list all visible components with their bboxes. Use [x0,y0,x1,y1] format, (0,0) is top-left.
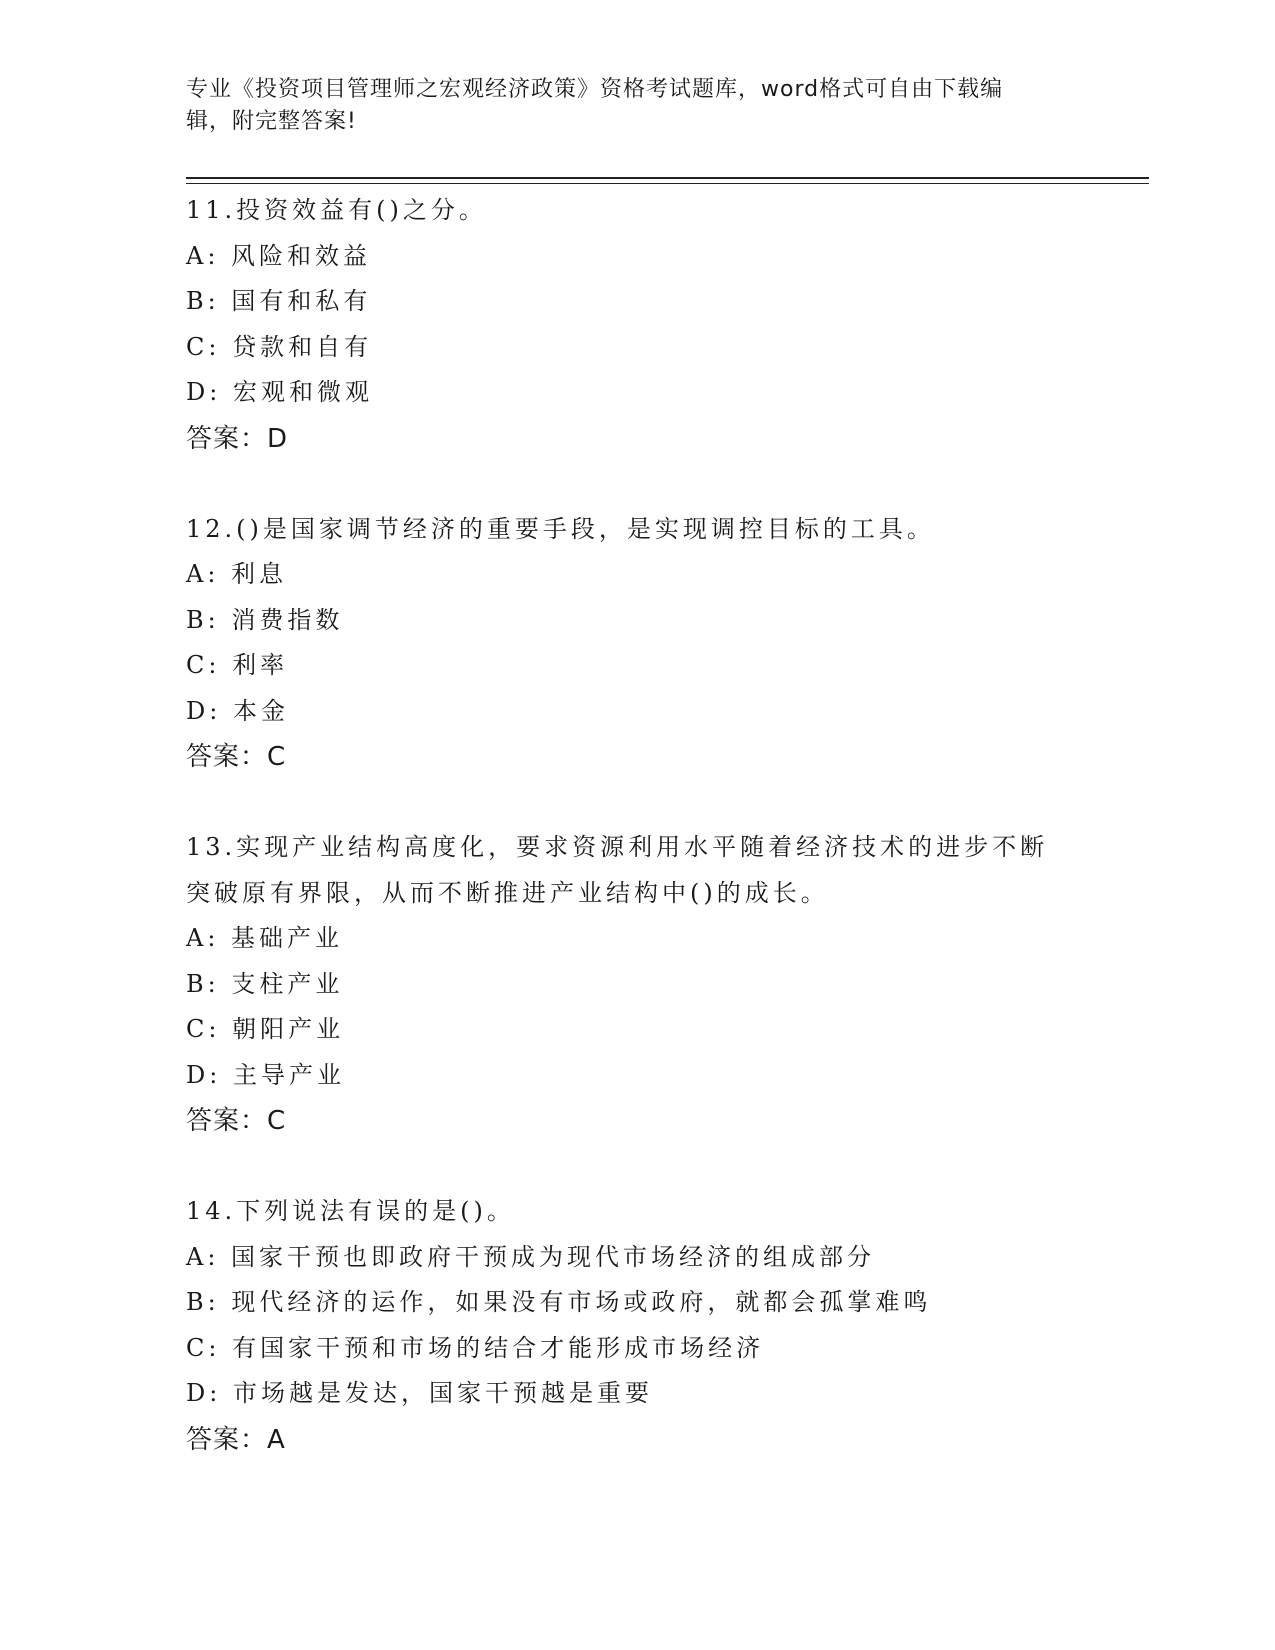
option-a: A: 风险和效益 [186,241,372,270]
question-stem: 13.实现产业结构高度化，要求资源利用水平随着经济技术的进步不断 [186,833,1049,861]
option-c: C: 有国家干预和市场的结合才能形成市场经济 [186,1333,765,1362]
option-d: D: 市场越是发达，国家干预越是重要 [186,1379,653,1407]
answer-label: 答案：C [186,1106,287,1136]
question-stem: 11.投资效益有()之分。 [186,196,487,224]
option-d: D: 本金 [186,696,289,725]
answer-label: 答案：D [186,423,289,454]
document-header [186,74,1066,138]
answer-label: 答案：C [186,742,287,772]
question-block [186,825,1086,1145]
option-b: B: 国有和私有 [186,287,372,315]
option-c: C: 朝阳产业 [186,1015,345,1043]
header-line-2: 辑，附完整答案! [186,109,357,134]
question-block [186,507,1086,782]
question-list [186,188,1086,1508]
option-a: A: 利息 [186,560,288,588]
option-c: C: 贷款和自有 [186,332,373,361]
question-stem: 12.()是国家调节经济的重要手段，是实现调控目标的工具。 [186,514,935,543]
header-divider-thick [186,177,1149,179]
question-stem-continued: 突破原有界限，从而不断推进产业结构中()的成长。 [186,878,829,907]
question-block [186,188,1086,463]
answer-label: 答案：A [186,1424,286,1455]
option-b: B: 支柱产业 [186,969,344,998]
option-b: B: 消费指数 [186,605,344,634]
option-d: D: 主导产业 [186,1060,345,1089]
option-a: A: 国家干预也即政府干预成为现代市场经济的组成部分 [186,1242,876,1271]
option-d: D: 宏观和微观 [186,378,373,406]
option-b: B: 现代经济的运作，如果没有市场或政府，就都会孤掌难鸣 [186,1288,932,1316]
option-c: C: 利率 [186,651,289,679]
header-line-1: 专业《投资项目管理师之宏观经济政策》资格考试题库，word格式可自由下载编 [186,77,1004,102]
question-stem: 14.下列说法有误的是()。 [186,1197,515,1225]
header-divider-thin [186,183,1149,184]
question-block [186,1189,1086,1464]
option-a: A: 基础产业 [186,924,344,952]
